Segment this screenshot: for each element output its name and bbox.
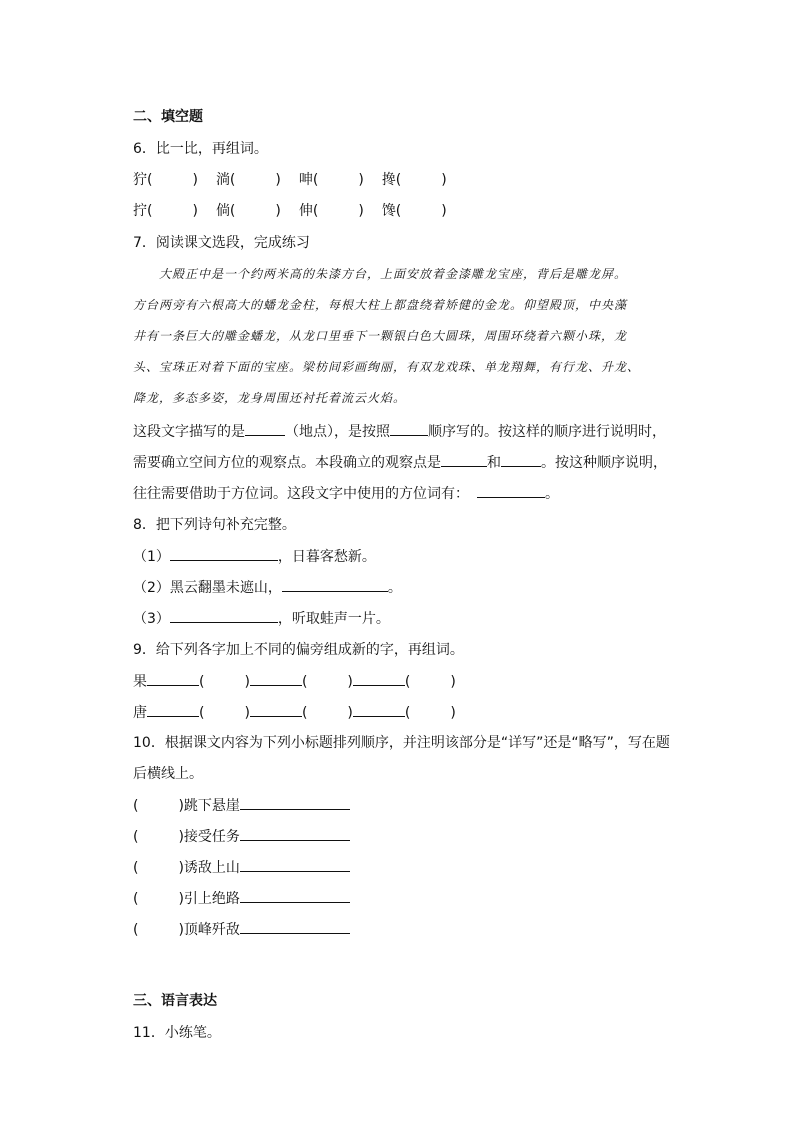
q6-row-1 [133,170,447,190]
q6-char: 伸( [298,203,319,219]
q6-row-2 [133,201,447,221]
q7-text: （地点），是按照 [285,424,390,440]
q8-text: （2）黑云翻墨未遮山， [133,580,282,596]
q8-item-2 [133,577,402,598]
answer-blank-new-char[interactable] [250,702,302,717]
q8-item-1 [133,546,376,567]
section-title-fill-blank: 二、填空题 [133,109,203,125]
answer-blank-detail[interactable] [240,826,350,841]
answer-blank-new-char[interactable] [147,671,199,686]
q10-subtitle: )跳下悬崖 [178,798,240,814]
q10-item [133,826,350,847]
q6-char: 拧( [133,203,153,219]
q10-item [133,888,350,909]
passage-line: 大殿正中是一个约两米高的朱漆方台，上面安放着金漆雕龙宝座，背后是雕龙屏。 [159,267,628,281]
paren-open: ( [301,705,308,721]
q9-row-2 [133,702,456,723]
q6-char: 呻( [298,172,319,188]
q6-char: 搀( [381,172,402,188]
q9-row-1 [133,671,456,692]
q7-prompt: 7．阅读课文选段，完成练习 [133,235,310,251]
q9-char: 果 [133,674,147,690]
q6-char: 馋( [381,203,402,219]
paren-open: ( [133,922,139,938]
answer-blank-direction-words[interactable] [477,483,545,498]
q8-number: （1） [133,549,170,565]
answer-blank-viewpoint-1[interactable] [441,452,487,467]
q10-subtitle: )接受任务 [178,829,240,845]
q6-prompt: 6．比一比，再组词。 [133,141,268,157]
q6-paren-close: ) [441,203,447,219]
q6-paren-close: ) [192,172,198,188]
paren-open: ( [133,891,139,907]
q10-subtitle: )诱敌上山 [178,860,240,876]
q7-text: 顺序写的。按这样的顺序进行说明时， [428,424,666,440]
q8-text: 。 [387,580,402,596]
answer-blank-detail[interactable] [240,919,350,934]
answer-blank-viewpoint-2[interactable] [501,452,541,467]
q9-char: 唐 [133,705,147,721]
paren-open: ( [133,798,139,814]
q6-char: 狞( [133,172,153,188]
answer-blank-detail[interactable] [240,857,350,872]
q10-subtitle: )引上绝路 [178,891,240,907]
section-title-language-expression: 三、语言表达 [133,993,217,1009]
answer-blank-poem-1[interactable] [170,546,278,561]
paren-open: ( [404,674,411,690]
q8-item-3 [133,608,390,629]
paren-close: ) [450,705,456,721]
q7-question-line-2 [133,452,667,473]
q11-prompt: 11．小练笔。 [133,1025,221,1041]
answer-blank-new-char[interactable] [353,702,405,717]
paren-open: ( [199,705,205,721]
paren-close: ) [244,674,250,690]
passage-line: 头、宝珠正对着下面的宝座。梁枋间彩画绚丽，有双龙戏珠、单龙翔舞，有行龙、升龙、 [133,360,641,374]
q6-paren-close: ) [441,172,447,188]
q10-item [133,919,350,940]
answer-blank-location[interactable] [245,421,285,436]
answer-blank-new-char[interactable] [250,671,302,686]
passage-line: 降龙，多态多姿，龙身周围还衬托着流云火焰。 [133,391,407,405]
answer-blank-detail[interactable] [240,795,350,810]
q7-question-line-3 [133,483,559,504]
paren-open: ( [133,860,139,876]
q7-question-line-1 [133,421,666,442]
q6-paren-close: ) [358,172,364,188]
q7-text: 往往需要借助于方位词。这段文字中使用的方位词有： [133,486,469,502]
q10-subtitle: )顶峰歼敌 [178,922,240,938]
q9-prompt: 9．给下列各字加上不同的偏旁组成新的字，再组词。 [133,642,464,658]
paren-close: ) [450,674,456,690]
paren-close: ) [347,674,353,690]
q7-text: 需要确立空间方位的观察点。本段确立的观察点是 [133,455,441,471]
answer-blank-new-char[interactable] [147,702,199,717]
passage-line: 方台两旁有六根高大的蟠龙金柱，每根大柱上都盘绕着矫健的金龙。仰望殿顶，中央藻 [133,298,628,312]
q10-item [133,857,350,878]
q6-char: 淌( [215,172,236,188]
q8-number: （3） [133,611,170,627]
q7-text: 。 [545,486,559,502]
answer-blank-order[interactable] [390,421,428,436]
q6-paren-close: ) [192,203,198,219]
q6-paren-close: ) [275,203,281,219]
q7-text: 。按这种顺序说明， [541,455,667,471]
q7-text: 和 [487,455,501,471]
q7-text: 这段文字描写的是 [133,424,245,440]
q10-item [133,795,350,816]
q6-char: 倘( [215,203,236,219]
q8-text: ，听取蛙声一片。 [277,611,390,627]
paren-open: ( [133,829,139,845]
q10-prompt-line-2: 后横线上。 [133,766,203,782]
answer-blank-poem-3[interactable] [170,608,278,623]
q10-prompt-line-1: 10．根据课文内容为下列小标题排列顺序，并注明该部分是“详写”还是“略写”，写在题 [133,735,670,751]
paren-close: ) [244,705,250,721]
q8-text: ，日暮客愁新。 [277,549,376,565]
answer-blank-poem-2[interactable] [282,577,388,592]
answer-blank-new-char[interactable] [353,671,405,686]
paren-close: ) [347,705,353,721]
q6-paren-close: ) [358,203,364,219]
paren-open: ( [301,674,308,690]
passage-line: 井有一条巨大的雕金蟠龙，从龙口里垂下一颗银白色大圆珠，周围环绕着六颗小珠，龙 [133,329,628,343]
answer-blank-detail[interactable] [240,888,350,903]
q8-prompt: 8．把下列诗句补充完整。 [133,517,296,533]
paren-open: ( [404,705,411,721]
q6-paren-close: ) [275,172,281,188]
paren-open: ( [199,674,205,690]
